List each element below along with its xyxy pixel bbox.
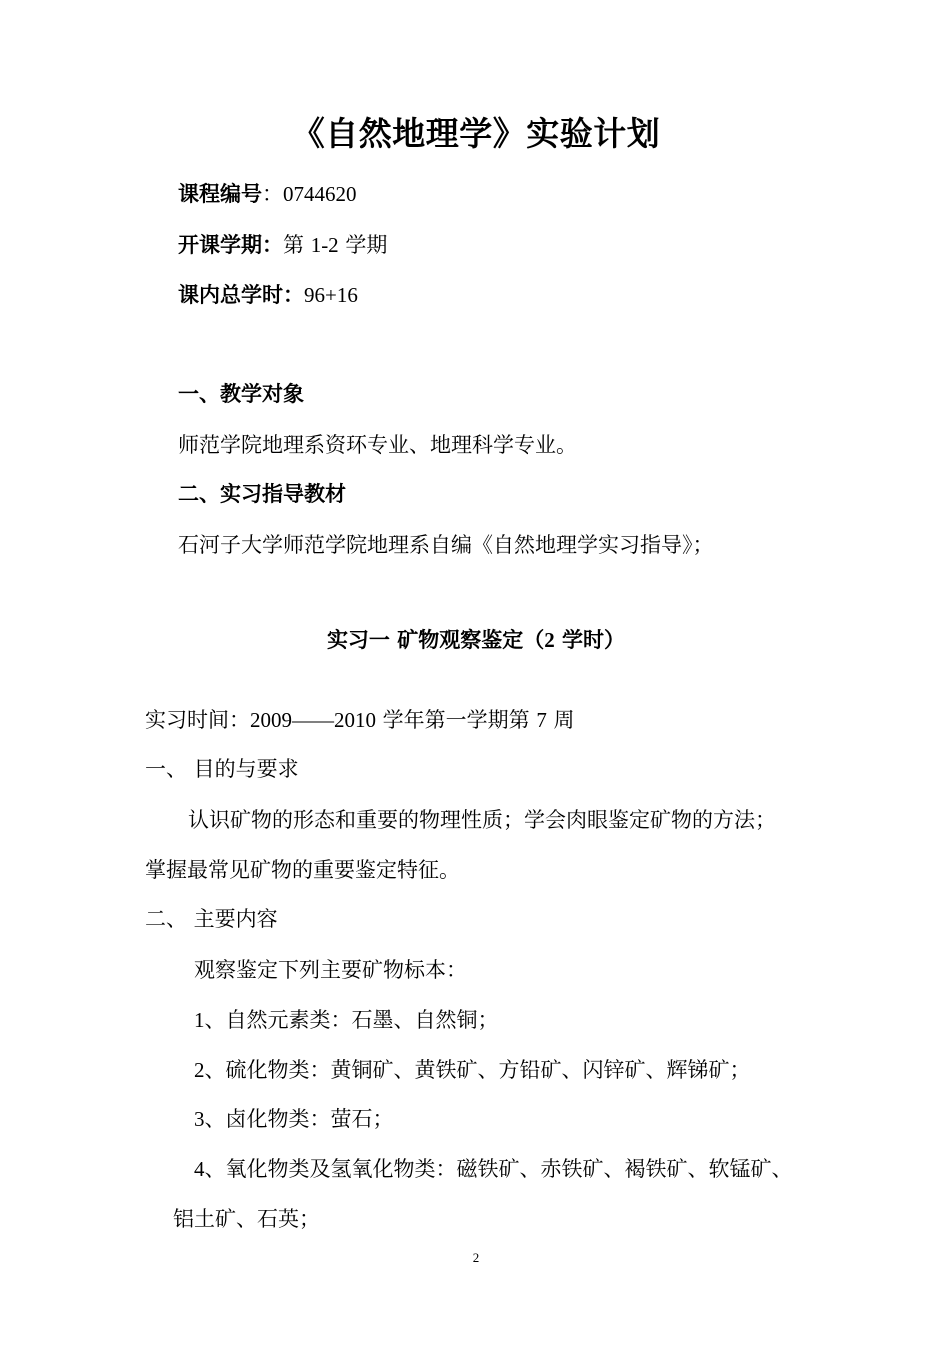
practice-time-label: 实习时间： — [145, 708, 250, 732]
hours-value: 96+16 — [304, 283, 358, 307]
section2-text: 石河子大学师范学院地理系自编《自然地理学实习指导》； — [178, 533, 714, 557]
list-item — [194, 1004, 499, 1034]
term-value-pre: 第 — [283, 233, 311, 257]
section2-heading: 二、实习指导教材 — [178, 482, 346, 506]
item3-number: 3 — [194, 1107, 205, 1131]
part1-line2: 掌握最常见矿物的重要鉴定特征。 — [145, 858, 460, 882]
part2-intro: 观察鉴定下列主要矿物标本： — [194, 958, 467, 982]
practice-time-line — [145, 704, 575, 734]
practice-time-week: 7 — [536, 708, 547, 732]
part1-heading: 一、 目的与要求 — [145, 757, 299, 781]
practice-time-value: 2009——2010 — [250, 708, 376, 732]
hours-label: 课内总学时： — [178, 283, 304, 307]
practice-time-rest: 学年第一学期第 — [376, 708, 537, 732]
item1-number: 1 — [194, 1008, 205, 1032]
item4-continuation: 铝土矿、石英； — [173, 1207, 320, 1231]
document-title: 《自然地理学》实验计划 — [291, 114, 661, 153]
course-code-value: 0744620 — [283, 182, 357, 206]
item1-text: 、自然元素类：石墨、自然铜； — [204, 1008, 499, 1032]
item2-number: 2 — [194, 1058, 205, 1082]
course-code-label: 课程编号 — [178, 182, 262, 206]
item4-text: 、氧化物类及氢氧化物类：磁铁矿、赤铁矿、褐铁矿、软锰矿、 — [204, 1157, 793, 1181]
section1-text: 师范学院地理系资环专业、地理科学专业。 — [178, 433, 577, 457]
practice-title-end: 学时） — [554, 628, 626, 652]
practice-title — [0, 624, 952, 654]
course-code-separator: ： — [262, 182, 283, 206]
list-item — [194, 1153, 793, 1183]
term-line — [178, 229, 387, 259]
term-value-num: 1-2 — [310, 233, 339, 257]
item2-text: 、硫化物类：黄铜矿、黄铁矿、方铅矿、闪锌矿、辉锑矿； — [204, 1058, 751, 1082]
hours-line — [178, 279, 358, 309]
term-label: 开课学期： — [178, 233, 283, 257]
page-number: 2 — [472, 1250, 480, 1265]
practice-time-end: 周 — [546, 708, 575, 732]
item4-number: 4 — [194, 1157, 205, 1181]
course-code-line — [178, 178, 357, 208]
term-value-post: 学期 — [338, 233, 388, 257]
part1-line1: 认识矿物的形态和重要的物理性质；学会肉眼鉴定矿物的方法； — [188, 808, 776, 832]
practice-title-num: 2 — [544, 628, 555, 652]
list-item — [194, 1103, 394, 1133]
section1-heading: 一、教学对象 — [178, 382, 304, 406]
part2-heading: 二、 主要内容 — [145, 907, 278, 931]
practice-title-text: 实习一 矿物观察鉴定（ — [326, 628, 545, 652]
item3-text: 、卤化物类：萤石； — [204, 1107, 394, 1131]
list-item — [194, 1054, 751, 1084]
